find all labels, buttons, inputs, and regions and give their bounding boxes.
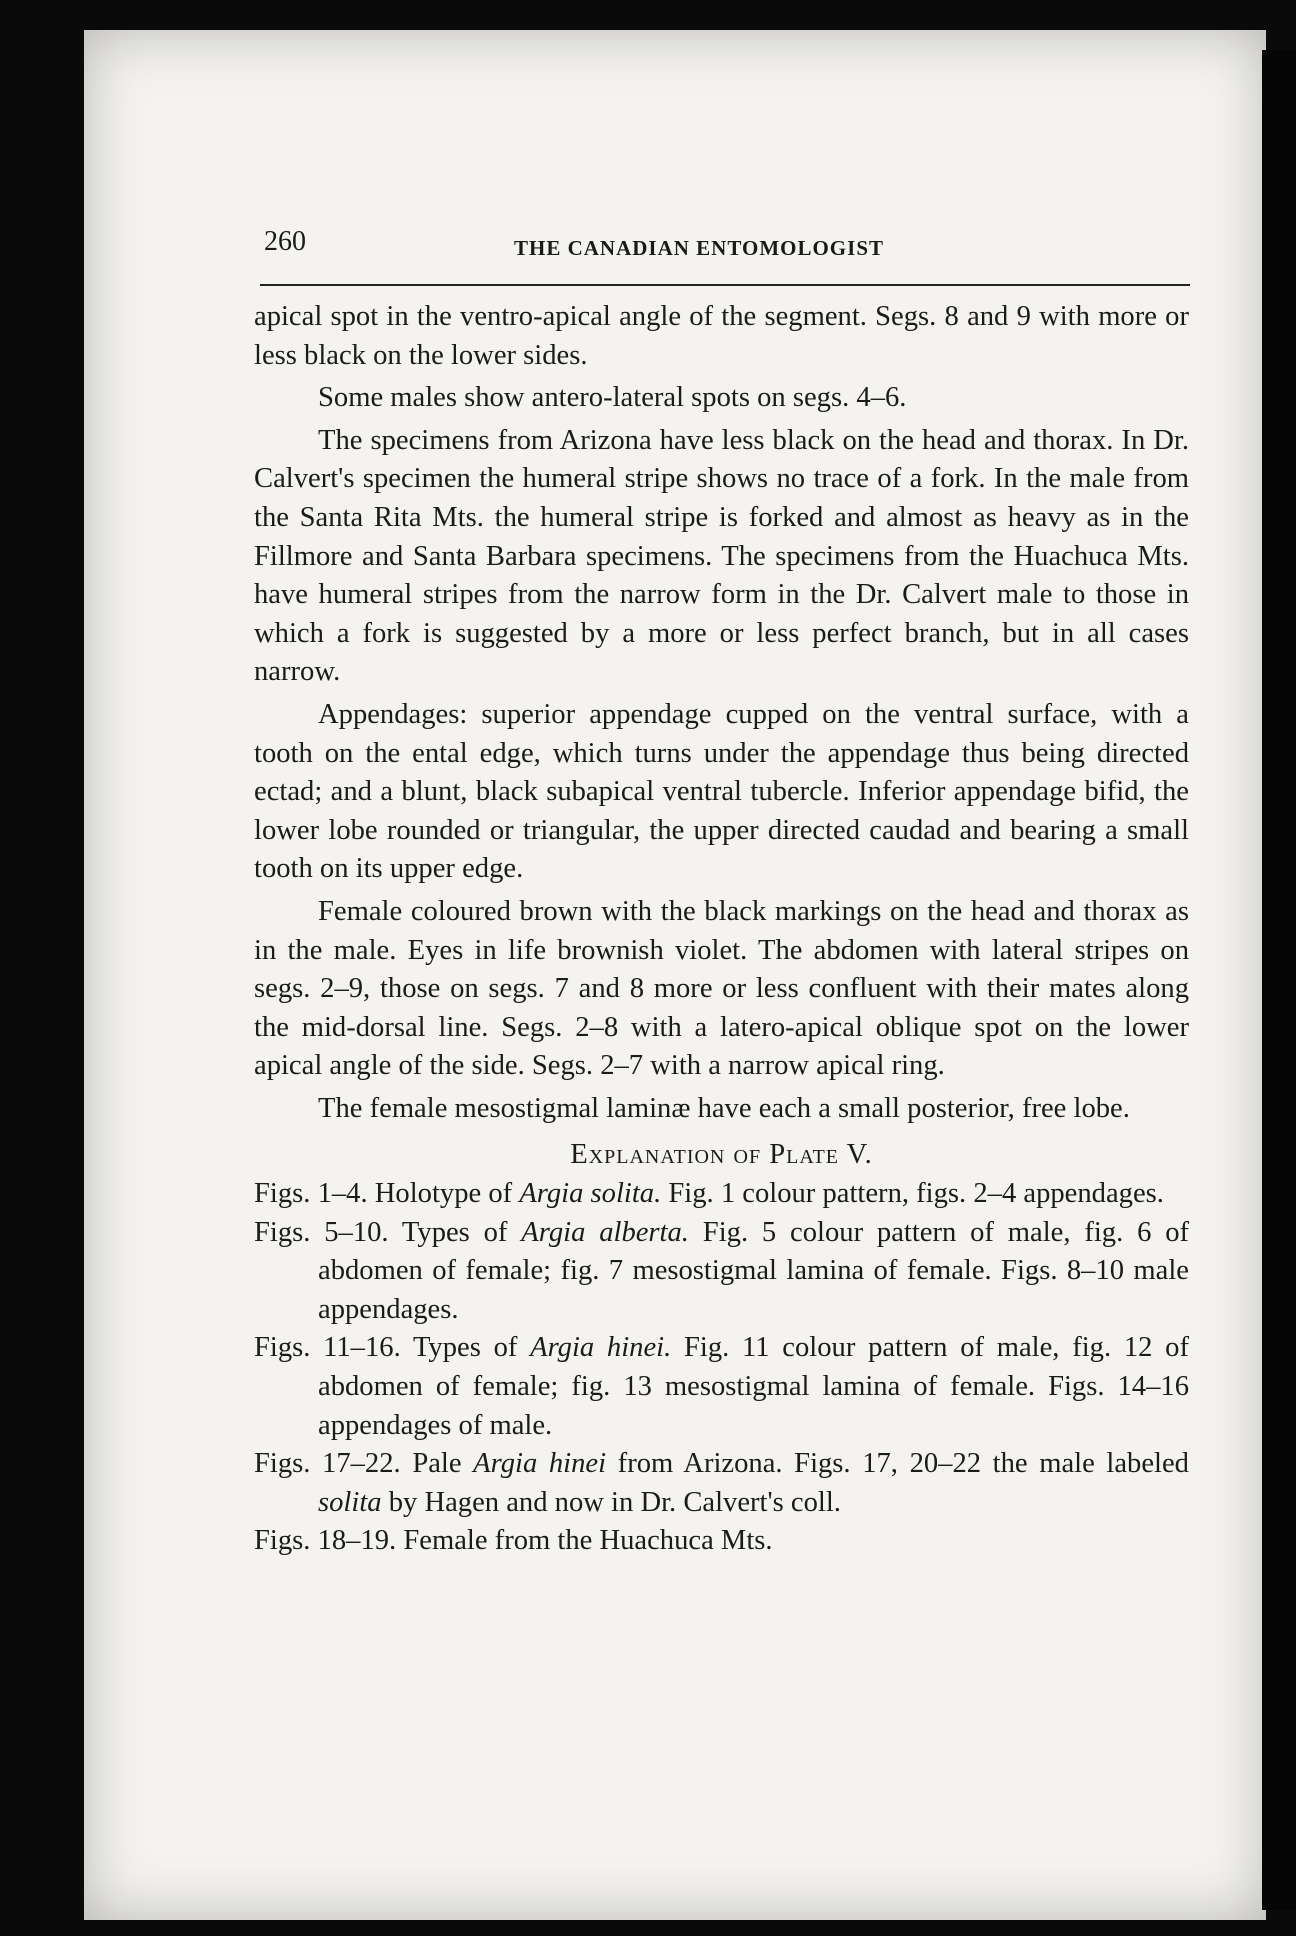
caption-text: Types of xyxy=(401,1216,508,1248)
figure-caption xyxy=(254,1175,1189,1214)
book-gutter xyxy=(1262,50,1296,1910)
caption-text: by Hagen and now in Dr. Calvert's coll. xyxy=(388,1486,841,1518)
species-name: Argia alberta. xyxy=(521,1216,689,1248)
figure-label: Figs. 1–4. xyxy=(254,1178,368,1210)
caption-text: Holotype of xyxy=(374,1178,513,1210)
figure-caption xyxy=(254,1214,1189,1330)
plate-heading: Explanation of Plate V. xyxy=(570,1139,873,1171)
figure-caption xyxy=(254,1522,1189,1561)
species-name: Argia solita. xyxy=(519,1178,662,1210)
running-title: THE CANADIAN ENTOMOLOGIST xyxy=(514,236,885,260)
caption-text: Types of xyxy=(412,1332,518,1364)
figure-caption xyxy=(254,1329,1189,1445)
figure-caption xyxy=(254,1445,1189,1522)
paragraph: apical spot in the ventro-apical angle of the segment. Segs. 8 and 9 with more or less black on the lower sides. xyxy=(254,301,1189,371)
figure-label: Figs. 5–10. xyxy=(254,1216,389,1248)
caption-text: Fig. 11 colour pattern of male, fig. 12 of abdomen of female; fig. 13 mesostigmal lamina of female. Figs. 14–16 appendages of male. xyxy=(318,1332,1189,1441)
caption-text: Female from the Huachuca Mts. xyxy=(403,1525,773,1557)
paragraph: Appendages: superior appendage cupped on the ventral surface, with a tooth on the ental edge, which turns under the appendage thus being directed ectad; and a blunt, black subapical ventral tubercle. Inferior appendage bifid, the lower lobe rounded or triangular, the upper directed caudad and bearing a small tooth on its upper edge. xyxy=(254,698,1189,885)
caption-text: Fig. 5 colour pattern of male, fig. 6 of abdomen of female; fig. 7 mesostigmal lamina of female. Figs. 8–10 male appendages. xyxy=(318,1216,1190,1325)
species-name: Argia hinei xyxy=(473,1448,607,1480)
paragraph: The specimens from Arizona have less black on the head and thorax. In Dr. Calvert's specimen the humeral stripe shows no trace of a fork. In the male from the Santa Rita Mts. the humeral stripe is forked and almost as heavy as in the Fillmore and Santa Barbara specimens. The specimens from the Huachuca Mts. have humeral stripes from the narrow form in the Dr. Calvert male to those in which a fork is suggested by a more or less perfect branch, but in all cases narrow. xyxy=(254,424,1189,688)
page-header xyxy=(264,226,1194,266)
species-name: Argia hinei. xyxy=(530,1332,672,1364)
caption-text: from Arizona. Figs. 17, 20–22 the male labeled xyxy=(617,1448,1189,1480)
figure-label: Figs. 18–19. xyxy=(254,1525,397,1557)
caption-text: Fig. 1 colour pattern, figs. 2–4 appendages. xyxy=(668,1178,1164,1210)
header-rule xyxy=(260,284,1190,286)
figure-label: Figs. 11–16. xyxy=(254,1332,401,1364)
paragraph: Female coloured brown with the black markings on the head and thorax as in the male. Eyes in life brownish violet. The abdomen with lateral stripes on segs. 2–9, those on segs. 7 and 8 more or less confluent with their mates along the mid-dorsal line. Segs. 2–8 with a latero-apical oblique spot on the lower apical angle of the side. Segs. 2–7 with a narrow apical ring. xyxy=(254,895,1189,1082)
paragraph: Some males show antero-lateral spots on segs. 4–6. xyxy=(318,382,907,414)
caption-text: Pale xyxy=(412,1448,462,1480)
body-text xyxy=(254,298,1189,1561)
figure-label: Figs. 17–22. xyxy=(254,1448,401,1480)
species-name: solita xyxy=(318,1486,382,1518)
page-number: 260 xyxy=(264,226,306,257)
paragraph: The female mesostigmal laminæ have each a small posterior, free lobe. xyxy=(318,1092,1130,1124)
